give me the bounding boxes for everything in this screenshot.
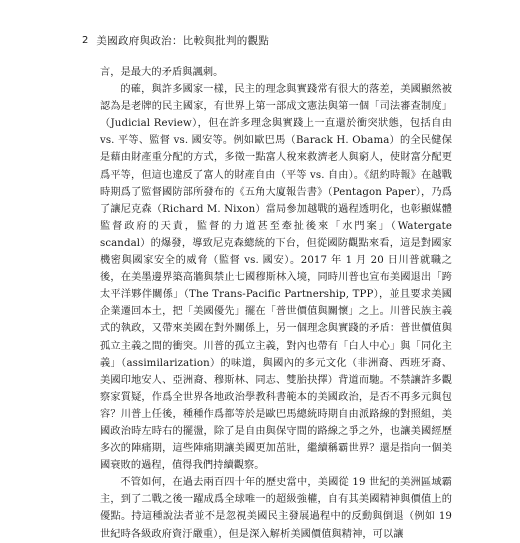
paragraph: 不管如何，在過去兩百四十年的歷史當中，美國從 19 世紀的美洲區域霸主，到了二戰之後一躍成爲全球唯一的超級強權，自有其美國精神與價值上的優點。持這種說法者並不是忽視美國民主發展過程中的反動與倒退（例如 19 世紀時各級政府資汙嚴重），但是深入解析美國價值與精神，可以讓	[100, 477, 452, 540]
body-text	[100, 64, 452, 543]
running-title: 美國政府與政治：比較與批判的觀點	[96, 34, 270, 47]
paragraph-continuation: 言，是最大的矛盾與諷刺。	[100, 67, 224, 78]
page-number: 2	[82, 34, 89, 46]
page-header	[82, 30, 460, 50]
paragraph: 的確，與許多國家一樣，民主的理念與實踐常有很大的落差，美國顯然被認為是老牌的民主國家，有世界上第一部成文憲法與第一個「司法審查制度」（Judicial Review），但在許多理念與實踐上一直還於衝突狀態，包括自由 vs. 平等、監督 vs. 國安等。例如歐巴馬（Barack H. Obama）的全民健保是藉由財產重分配的方式，多徵一點富人稅來救濟老人與窮人，使財富分配更爲平等，但這也違反了富人的財產自由（平等 vs. 自由）。《紐約時報》在越戰時期爲了監督國防部所發布的《五角大廈報告書》（Pentagon Paper），乃爲了讓尼克森（Richard M. Nixon）當局參加越戰的過程透明化，也彰顯媒體監督政府的天責，監督的力道甚至牽扯後來「水門案」（Watergate scandal）的爆發，導致尼克森總統的下台，但從國防觀點來看，這是對國家機密與國家安全的威脅（監督 vs. 國安）。2017 年 1 月 20 日川普就職之後，在美墨邊界築高牆與禁止七國穆斯林入境，同時川普也宣布美國退出「跨太平洋夥伴關係」（The Trans-Pacific Partnership, TPP），並且要求美國企業遷回本土，把「美國優先」擺在「普世價值與關懷」之上。川普民族主義式的執政，又帶來美國在對外關係上，另一個理念與實踐的矛盾：普世價值與孤立主義之間的衝突。川普的孤立主義，對內也帶有「白人中心」與「同化主義」（assimilarization）的味道，與國內的多元文化（非洲裔、西班牙裔、美國印地安人、亞洲裔、穆斯林、同志、雙胎抉擇）背道而馳。不禁讓許多觀察家質疑，作爲全世界各地政治學教科書範本的美國政治，是否不再多元與包容？川普上任後，種種作爲都等於是歐巴馬總統時期自由派路線的對照組，美國政治時左時右的擺盪，除了是自由與保守間的路線之爭之外，也讓美國經歷多次的陣痛期，這些陣痛期讓美國更加茁壯，繼續稱霸世界？還是指向一個美國衰敗的過程，值得我們持續觀察。	[100, 84, 452, 472]
